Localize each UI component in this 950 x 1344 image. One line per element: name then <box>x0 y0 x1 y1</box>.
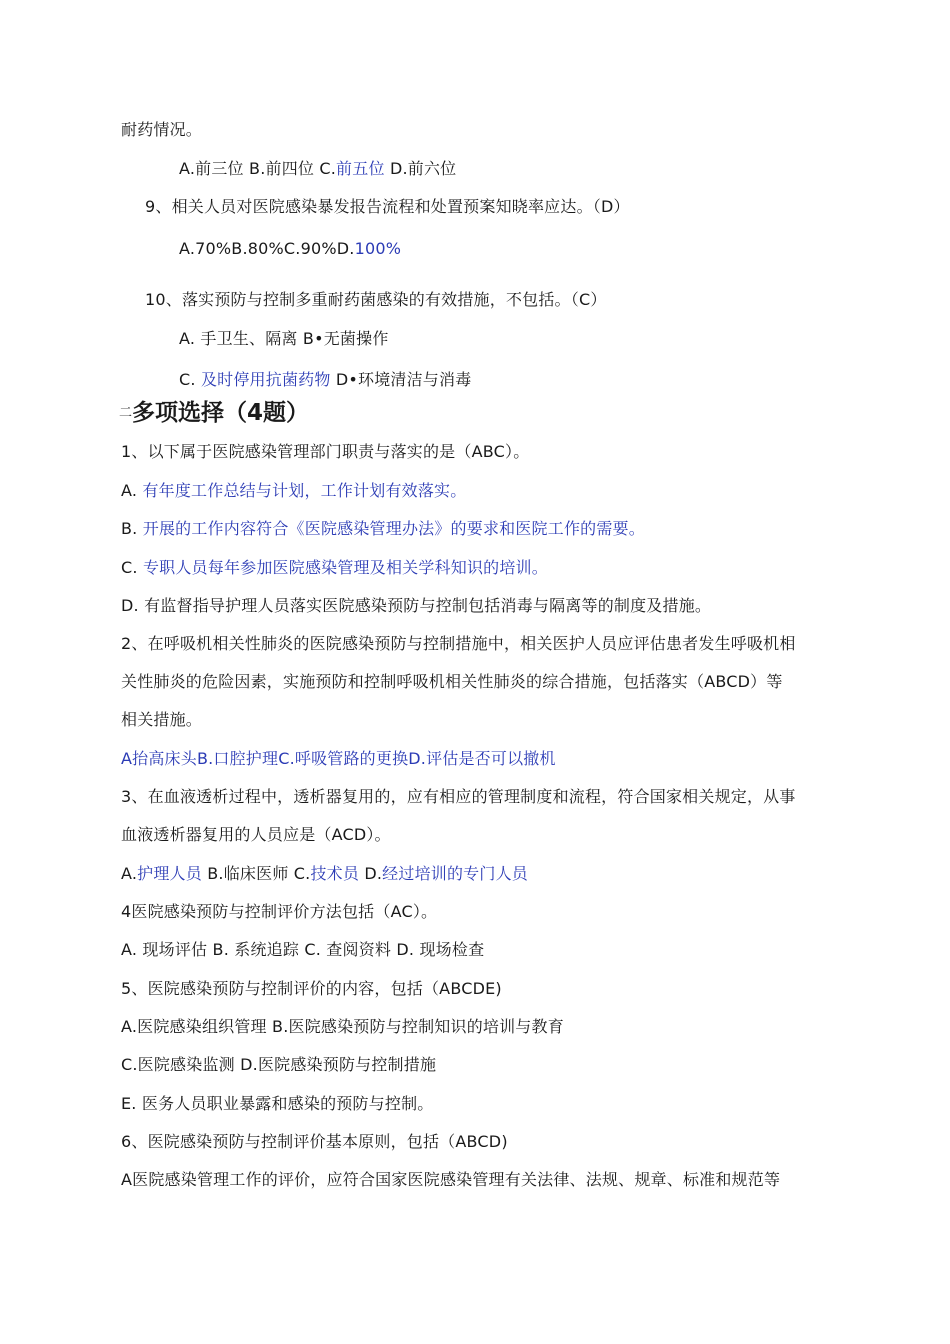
mq3-line-2: 血液透析器复用的人员应是（ACD）。 <box>121 825 391 844</box>
mq2-line-3: 相关措施。 <box>121 710 203 729</box>
option-text: 开展的工作内容符合《医院感染管理办法》的要求和医院工作的需要。 <box>142 519 645 538</box>
section-title: 多项选择（4题） <box>132 400 310 426</box>
mq1-question: 1、以下属于医院感染管理部门职责与落实的是（ABC）。 <box>121 442 530 461</box>
section-number: 二 <box>119 405 133 421</box>
option-label: A. <box>121 481 143 500</box>
mq6-option-a: A医院感染管理工作的评价，应符合国家医院感染管理有关法律、法规、规章、标准和规范等 <box>121 1170 781 1189</box>
option-label: D. <box>359 864 383 883</box>
mq1-option-a <box>121 481 466 501</box>
mq1-option-c <box>121 558 548 578</box>
q10-option-c: 及时停用抗菌药物 <box>200 370 331 389</box>
option-c: 技术员 <box>310 864 360 883</box>
q10-question: 10、落实预防与控制多重耐药菌感染的有效措施，不包括。（C） <box>145 290 607 309</box>
option-text: 有年度工作总结与计划，工作计划有效落实。 <box>142 481 467 500</box>
q9-question: 9、相关人员对医院感染暴发报告流程和处置预案知晓率应达。（D） <box>145 197 630 216</box>
section-heading <box>119 398 309 429</box>
option-label: B. <box>121 519 143 538</box>
mq2-line-1: 2、在呼吸机相关性肺炎的医院感染预防与控制措施中，相关医护人员应评估患者发生呼吸机相 <box>121 634 796 653</box>
mq5-options-cd: C.医院感染监测 D.医院感染预防与控制措施 <box>121 1055 437 1074</box>
mq6-question: 6、医院感染预防与控制评价基本原则，包括（ABCD) <box>121 1132 508 1151</box>
option-label: C. <box>121 558 143 577</box>
q8-option-ab: A.前三位 B.前四位 C. <box>179 159 337 178</box>
mq5-options-ab: A.医院感染组织管理 B.医院感染预防与控制知识的培训与教育 <box>121 1017 564 1036</box>
option-d: 经过培训的专门人员 <box>382 864 528 883</box>
mq3-options <box>121 864 528 884</box>
q8-tail: 耐药情况。 <box>121 120 203 139</box>
q9-options <box>179 239 401 259</box>
q10-options-2 <box>179 370 471 390</box>
q8-option-c: 前五位 <box>336 159 385 178</box>
mq4-question: 4医院感染预防与控制评价方法包括（AC）。 <box>121 902 438 921</box>
mq1-option-b <box>121 519 645 539</box>
mq5-option-e: E. 医务人员职业暴露和感染的预防与控制。 <box>121 1094 434 1113</box>
mq2-options: A抬高床头B.口腔护理C.呼吸管路的更换D.评估是否可以撤机 <box>121 749 556 768</box>
q10-options-1: A. 手卫生、隔离 B•无菌操作 <box>179 329 389 348</box>
mq1-option-d: D. 有监督指导护理人员落实医院感染预防与控制包括消毒与隔离等的制度及措施。 <box>121 596 712 615</box>
option-label: A. <box>121 864 138 883</box>
q8-options <box>179 159 456 179</box>
mq4-options: A. 现场评估 B. 系统追踪 C. 查阅资料 D. 现场检查 <box>121 940 485 959</box>
mq5-question: 5、医院感染预防与控制评价的内容，包括（ABCDE) <box>121 979 502 998</box>
option-b: B.临床医师 C. <box>201 864 311 883</box>
q10-option-c-label: C. <box>179 370 201 389</box>
option-a: 护理人员 <box>137 864 202 883</box>
mq2-line-2: 关性肺炎的危险因素，实施预防和控制呼吸机相关性肺炎的综合措施，包括落实（ABCD）等 <box>121 672 783 691</box>
q10-option-d: D•环境清洁与消毒 <box>330 370 472 389</box>
q9-option-abc: A.70%B.80%C.90%D. <box>179 239 355 258</box>
mq3-line-1: 3、在血液透析过程中，透析器复用的，应有相应的管理制度和流程，符合国家相关规定，从事 <box>121 787 796 806</box>
q8-option-d: D.前六位 <box>384 159 457 178</box>
q9-option-d: 100% <box>354 239 402 258</box>
option-text: 专职人员每年参加医院感染管理及相关学科知识的培训。 <box>142 558 548 577</box>
